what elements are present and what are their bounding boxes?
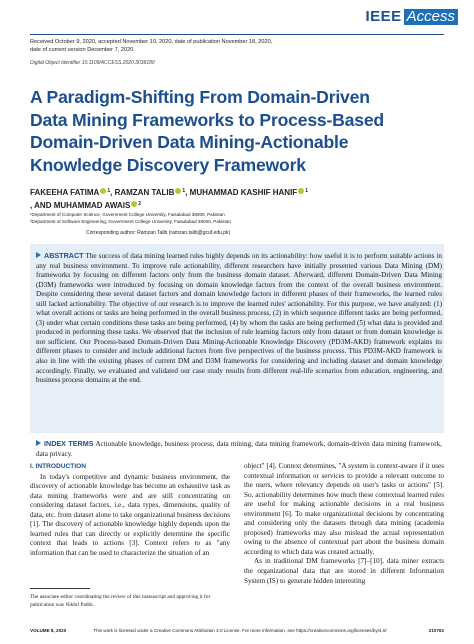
affiliation-superscript: 2 [138, 200, 142, 207]
affiliations [30, 211, 450, 225]
author-name: , MUHAMMAD KASHIF HANIF [185, 188, 298, 197]
affiliation-line: ²Department of Software Engineering, Government College University, Faisalabad 38000, Pakistan [30, 219, 231, 224]
author-name: , AND MUHAMMAD AWAIS [30, 200, 131, 210]
title-line: A Paradigm-Shifting From Domain-Driven [30, 87, 370, 107]
logo-ieee-text: IEEE [365, 8, 402, 25]
editor-footnote: The associate editor coordinating the review of this manuscript and approving it for publication was Nikhil Padhi. [30, 594, 211, 608]
received-line: Received October 9, 2020, accepted November 10, 2020, date of publication November 18, 2020, [30, 39, 273, 45]
index-terms-label: INDEX TERMS [44, 439, 94, 448]
footnote-rule [30, 588, 90, 589]
orcid-icon[interactable] [175, 188, 181, 194]
volume-label: VOLUME 8, 2020 [30, 628, 67, 633]
publication-dates [30, 39, 450, 54]
right-column [244, 462, 444, 586]
doi-line[interactable]: Digital Object Identifier 10.1109/ACCESS.2020.3038180 [30, 60, 155, 66]
section-heading: I. INTRODUCTION [30, 463, 87, 470]
current-version-line: date of current version December 7, 2020. [30, 46, 135, 53]
title-line: Knowledge Discovery Framework [30, 154, 306, 175]
page-number: 210763 [428, 628, 444, 633]
affiliation-line: ¹Department of Computer Science, Government College University, Faisalabad 38000, Pakistan [30, 212, 225, 217]
title-line: Data Mining Frameworks to Process-Based [30, 109, 384, 130]
header-rule [30, 34, 444, 35]
body-paragraph: As in traditional DM frameworks [7]–[10], data miner extracts the organizational data that are stored in different Information System (IS) to generate hidden interesting [244, 557, 444, 585]
affiliation-superscript: 1 [107, 188, 111, 194]
triangle-bullet-icon [36, 440, 41, 446]
orcid-icon[interactable] [131, 201, 137, 207]
orcid-icon[interactable] [298, 188, 304, 194]
abstract-text: The success of data mining learned rules highly depends on its actionability: how useful it is to perform suitable actions in any real business environment. To improve rule actionability, different researchers have initially presented various Data Mining (DM) frameworks by focusing on different factors only from the business domain dataset. Afterward, different Domain-Driven Data Mining (D3M) frameworks were introduced by focusing on domain knowledge factors from the context of the overall business environment. Despite considering these several dataset factors and domain knowledge factors in different phases of their frameworks, the learned rules still lacked actionability. The objective of our research is to improve the learned rules' actionability. For this purpose, we have analyzed: (1) what overall actions or tasks are being performed in the overall business process, (2) in which sequence different tasks are being performed, (3) under what certain conditions these tasks are being performed, (4) by whom the tasks are being performed (5) what data is provided and produced in performing these tasks. We observed that the inclusion of rule learning factors only from dataset or from domain knowledge is not sufficient. Our Process-based Domain-Driven Data Mining-Actionable Knowledge Discovery (PD3M-AKD) framework explains its different phases to consider and include additional factors from five perspectives of the business process. This PD3M-AKD framework is also in line with the existing phases of current DM and D3M frameworks for considering and including dataset and domain knowledge accordingly. Finally, we evaluated and validated our case study results from different real-life scenarios from education, engineering, and business process domains at the end. [36, 252, 442, 385]
index-terms [36, 439, 442, 459]
author-list [30, 186, 460, 211]
page-footer [30, 625, 444, 637]
affiliation-superscript: 1 [305, 188, 308, 194]
body-paragraph: object" [4]. Context determines, "A system is context-aware if it uses contextual information or services to provide a relevant outcome to the users, where relevancy depends on user's tasks or actions" [5]. So, actionability determines how much these contextual learned rules are useful for making actionable decisions in a real business environment [6]. To make organizational decisions by concentrating and considering only the datasets through data mining (academia proposed) frameworks may also mislead the actual representation owing to the absence of contextual part about the business domain according to which data was created actually. [244, 462, 444, 556]
index-terms-text: Actionable knowledge, business process, data mining, data mining framework, domain-driven data mining framework, data privacy. [36, 440, 442, 458]
left-column [30, 462, 230, 558]
author-name: FAKEEHA FATIMA [30, 188, 100, 197]
paper-title [30, 86, 450, 176]
ieee-access-logo [365, 8, 458, 25]
corresponding-author: Corresponding author: Ramzan Talib (ramzan.talib@gcuf.edu.pk) [86, 230, 231, 236]
author-name: , RAMZAN TALIB [110, 188, 175, 197]
abstract [36, 251, 442, 386]
license-notice[interactable]: This work is licensed under a Creative Commons Attribution 4.0 License. For more information, see https://creativecommons.org/licenses/by/4.0/ [93, 628, 387, 633]
title-line: Domain-Driven Data Mining-Actionable [30, 132, 349, 153]
triangle-bullet-icon [36, 252, 41, 258]
logo-access-text: Access [404, 9, 458, 25]
orcid-icon[interactable] [100, 188, 106, 194]
affiliation-superscript: 1 [182, 188, 186, 194]
intro-paragraph: In today's competitive and dynamic business environment, the discovery of actionable knowledge has become an exhaustive task as data mining frameworks were and are still concentrating on considering dataset factors, i.e., data types, dimensions, quality of data, etc. from dataset alone to take organizational business decisions [1]. The discovery of actionable knowledge highly depends upon the learned rules that can directly or explicitly determine the specific context that leads to actions [3]. Context refers to as "any information that can be used to characterize the situation of an [30, 472, 230, 557]
abstract-label: ABSTRACT [44, 251, 84, 260]
